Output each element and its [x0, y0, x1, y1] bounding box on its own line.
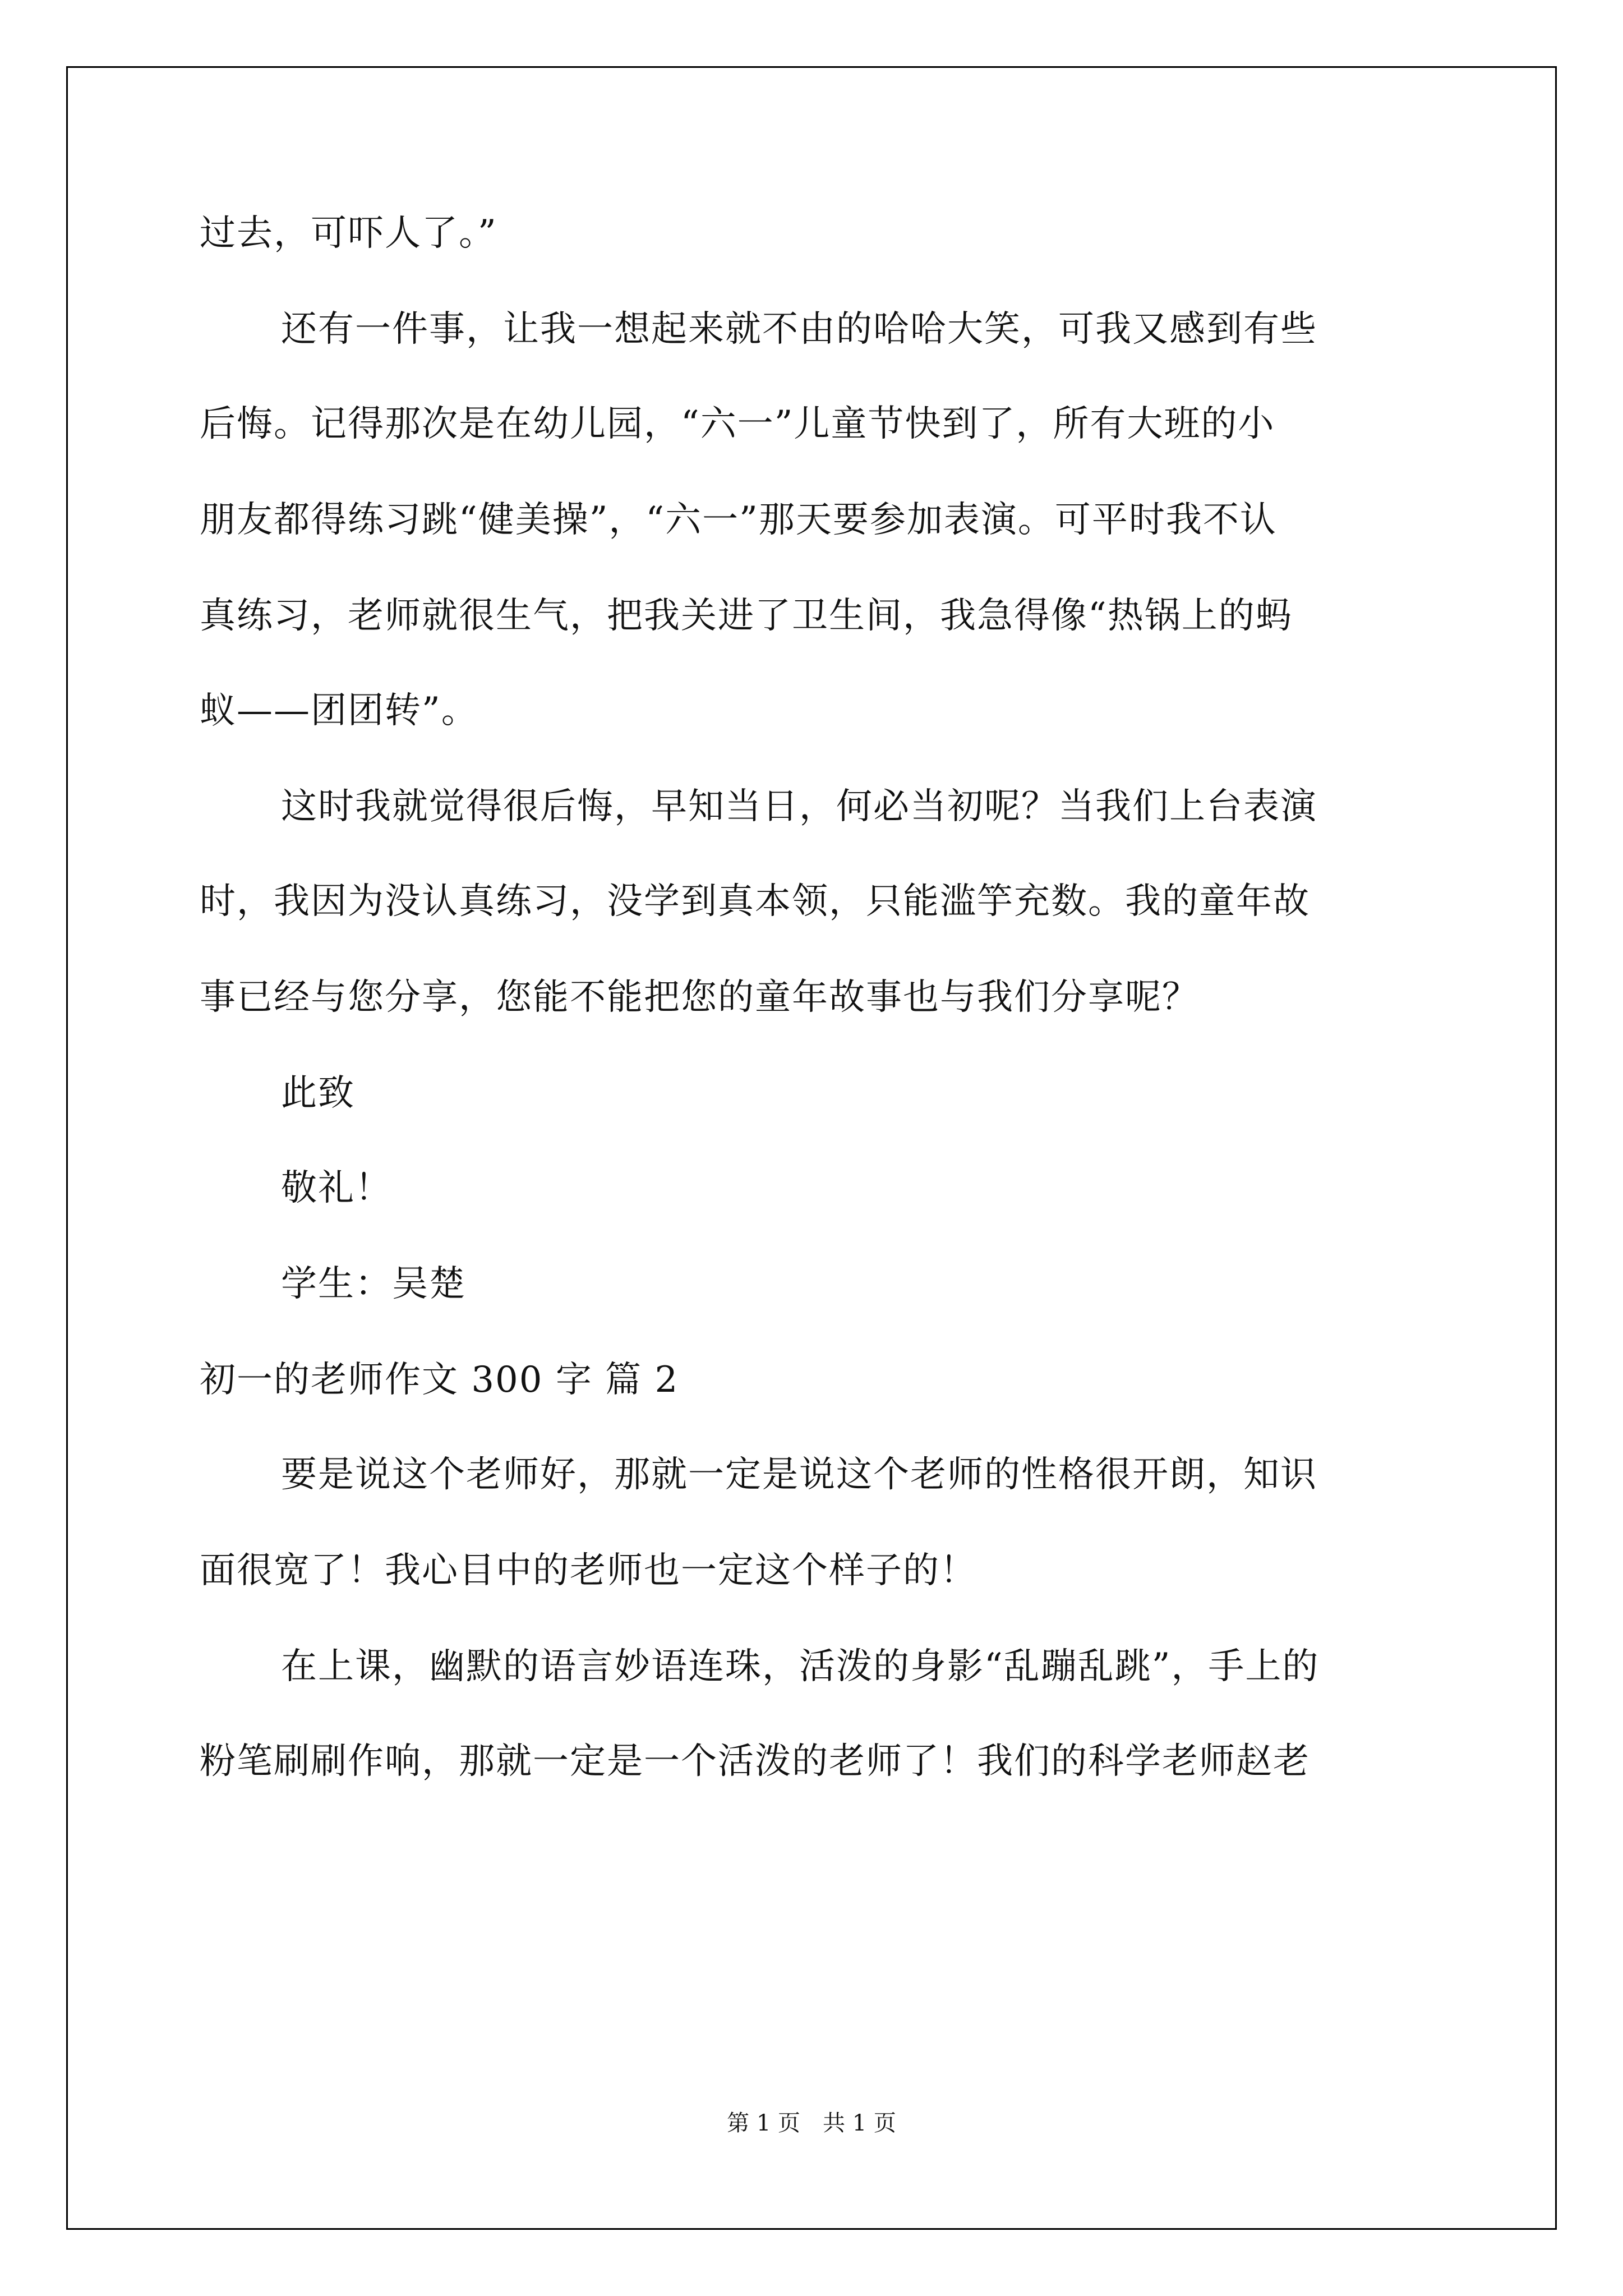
page-border: [66, 66, 1557, 2230]
text-line: 还有一件事，让我一想起来就不由的哈哈大笑，可我又感到有些: [281, 309, 1317, 350]
text-line: 这时我就觉得很后悔，早知当日，何必当初呢？当我们上台表演: [281, 786, 1317, 827]
text-line: 真练习，老师就很生气，把我关进了卫生间，我急得像“热锅上的蚂: [200, 595, 1293, 637]
page-footer: 第 1 页 共 1 页: [727, 2110, 896, 2136]
text-line: 过去，可吓人了。”: [200, 213, 497, 254]
text-line: 事已经与您分享，您能不能把您的童年故事也与我们分享呢？: [200, 977, 1199, 1018]
signature-line: 学生：吴楚: [281, 1263, 466, 1305]
text-line: 粉笔刷刷作响，那就一定是一个活泼的老师了！我们的科学老师赵老: [200, 1741, 1310, 1782]
text-line: 要是说这个老师好，那就一定是说这个老师的性格很开朗，知识: [281, 1454, 1317, 1496]
text-line: 时，我因为没认真练习，没学到真本领，只能滥竽充数。我的童年故: [200, 881, 1310, 922]
text-line: 后悔。记得那次是在幼儿园，“六一”儿童节快到了，所有大班的小: [200, 403, 1275, 445]
section-heading: 初一的老师作文 300 字 篇 2: [200, 1359, 679, 1401]
closing-salutation: 此致: [281, 1073, 355, 1114]
closing-regards: 敬礼！: [281, 1167, 392, 1209]
text-line: 面很宽了！我心目中的老师也一定这个样子的！: [200, 1550, 977, 1591]
text-line: 蚁——团团转”。: [200, 690, 478, 731]
text-line: 朋友都得练习跳“健美操”，“六一”那天要参加表演。可平时我不认: [200, 499, 1277, 541]
text-line: 在上课，幽默的语言妙语连珠，活泼的身影“乱蹦乱跳”，手上的: [281, 1646, 1320, 1687]
